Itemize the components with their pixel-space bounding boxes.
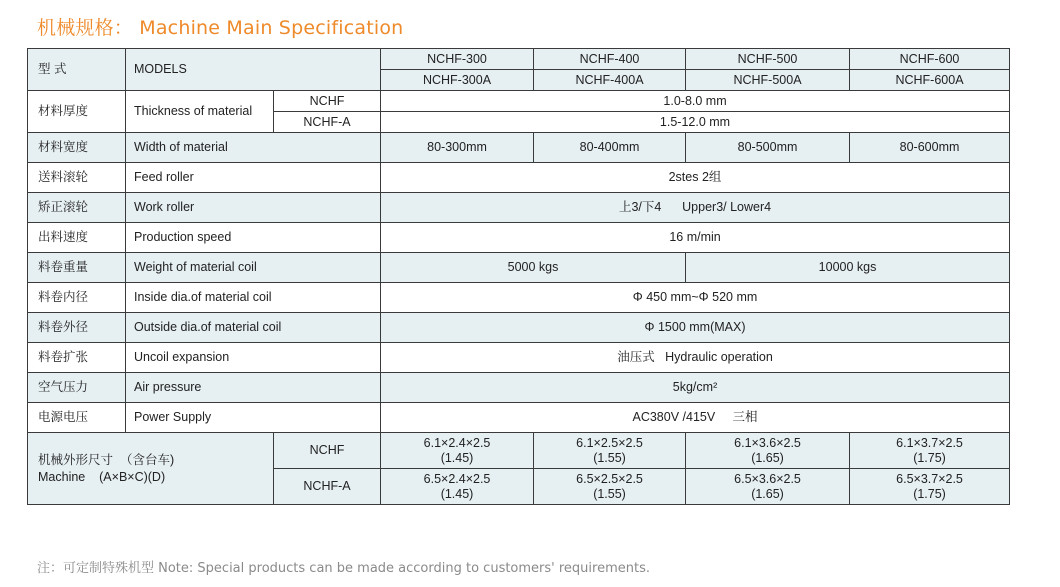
model-cell: NCHF-300 (381, 49, 534, 70)
dims-label (28, 433, 274, 505)
weight-value: 5000 kgs (381, 253, 686, 283)
model-cell: NCHF-600A (850, 70, 1010, 91)
dims-value: 6.5×3.7×2.5 (896, 472, 963, 487)
row-value: AC380V /415V 三相 (381, 403, 1010, 433)
model-cell: NCHF-500 (686, 49, 850, 70)
dims-cell (381, 433, 534, 469)
row-value: Φ 450 mm~Φ 520 mm (381, 283, 1010, 313)
spec-table (27, 48, 1010, 505)
inside-dia-row (28, 283, 1010, 313)
row-en-label: Production speed (126, 223, 381, 253)
feed-roller-row (28, 163, 1010, 193)
row-cn-label: 料卷内径 (28, 283, 126, 313)
weight-row (28, 253, 1010, 283)
row-value: 16 m/min (381, 223, 1010, 253)
dims-value: 6.5×2.4×2.5 (423, 472, 491, 487)
row-cn-label: 料卷外径 (28, 313, 126, 343)
thickness-sub-label: NCHF-A (274, 112, 381, 133)
weight-cn-label: 料卷重量 (28, 253, 126, 283)
outside-dia-row (28, 313, 1010, 343)
width-cn-label: 材料宽度 (28, 133, 126, 163)
thickness-value: 1.0-8.0 mm (381, 91, 1010, 112)
dims-en-label: Machine (A×B×C)(D) (38, 469, 166, 484)
dims-cell (686, 433, 850, 469)
width-value: 80-600mm (850, 133, 1010, 163)
dims-weight: (1.55) (593, 486, 626, 501)
models-row (28, 49, 1010, 70)
dims-weight: (1.65) (751, 450, 784, 465)
thickness-cn-label: 材料厚度 (28, 91, 126, 133)
row-value: 5kg/cm² (381, 373, 1010, 403)
width-value: 80-400mm (534, 133, 686, 163)
thickness-row (28, 91, 1010, 112)
row-en-label: Uncoil expansion (126, 343, 381, 373)
row-cn-label: 电源电压 (28, 403, 126, 433)
model-cell: NCHF-600 (850, 49, 1010, 70)
dims-value: 6.5×3.6×2.5 (734, 472, 801, 487)
row-cn-label: 矫正滚轮 (28, 193, 126, 223)
dims-cell (850, 469, 1010, 505)
power-supply-row (28, 403, 1010, 433)
width-row (28, 133, 1010, 163)
row-value: Φ 1500 mm(MAX) (381, 313, 1010, 343)
footnote: 注：可定制特殊机型 Note: Special products can be made according to customers' requirements. (37, 561, 650, 576)
dims-weight: (1.75) (913, 450, 946, 465)
dims-cn-label: 机械外形尺寸 （含台车) (38, 453, 175, 468)
uncoil-expansion-row (28, 343, 1010, 373)
weight-en-label: Weight of material coil (126, 253, 381, 283)
dims-weight: (1.45) (440, 486, 474, 501)
dims-cell (381, 469, 534, 505)
dims-cell (534, 433, 686, 469)
dims-cell (686, 469, 850, 505)
thickness-sub-label: NCHF (274, 91, 381, 112)
row-value: 2stes 2组 (381, 163, 1010, 193)
page-title: 机械规格： Machine Main Specification (37, 17, 404, 39)
dims-row (28, 433, 1010, 469)
model-cell: NCHF-400 (534, 49, 686, 70)
dims-weight: (1.55) (593, 450, 626, 465)
dims-value: 6.5×2.5×2.5 (576, 472, 643, 487)
row-cn-label: 空气压力 (28, 373, 126, 403)
dims-value: 6.1×2.4×2.5 (423, 436, 491, 451)
row-en-label: Inside dia.of material coil (126, 283, 381, 313)
thickness-en-label: Thickness of material (126, 91, 274, 133)
row-cn-label: 料卷扩张 (28, 343, 126, 373)
row-en-label: Power Supply (126, 403, 381, 433)
row-value: 油压式 Hydraulic operation (381, 343, 1010, 373)
models-en-label: MODELS (126, 49, 381, 91)
width-value: 80-300mm (381, 133, 534, 163)
model-cell: NCHF-500A (686, 70, 850, 91)
air-pressure-row (28, 373, 1010, 403)
models-cn-label: 型 式 (28, 49, 126, 91)
row-en-label: Feed roller (126, 163, 381, 193)
row-en-label: Work roller (126, 193, 381, 223)
weight-value: 10000 kgs (686, 253, 1010, 283)
dims-cell (850, 433, 1010, 469)
dims-sub-label: NCHF (274, 433, 381, 469)
dims-value: 6.1×3.6×2.5 (734, 436, 801, 451)
dims-value: 6.1×2.5×2.5 (576, 436, 643, 451)
dims-cell (534, 469, 686, 505)
model-cell: NCHF-300A (381, 70, 534, 91)
row-cn-label: 出料速度 (28, 223, 126, 253)
dims-sub-label: NCHF-A (274, 469, 381, 505)
dims-weight: (1.65) (751, 486, 784, 501)
row-cn-label: 送料滚轮 (28, 163, 126, 193)
thickness-value: 1.5-12.0 mm (381, 112, 1010, 133)
row-en-label: Air pressure (126, 373, 381, 403)
width-value: 80-500mm (686, 133, 850, 163)
width-en-label: Width of material (126, 133, 381, 163)
work-roller-row (28, 193, 1010, 223)
production-speed-row (28, 223, 1010, 253)
dims-weight: (1.45) (440, 450, 474, 465)
row-value: 上3/下4 Upper3/ Lower4 (381, 193, 1010, 223)
row-en-label: Outside dia.of material coil (126, 313, 381, 343)
dims-weight: (1.75) (913, 486, 946, 501)
model-cell: NCHF-400A (534, 70, 686, 91)
dims-value: 6.1×3.7×2.5 (896, 436, 963, 451)
